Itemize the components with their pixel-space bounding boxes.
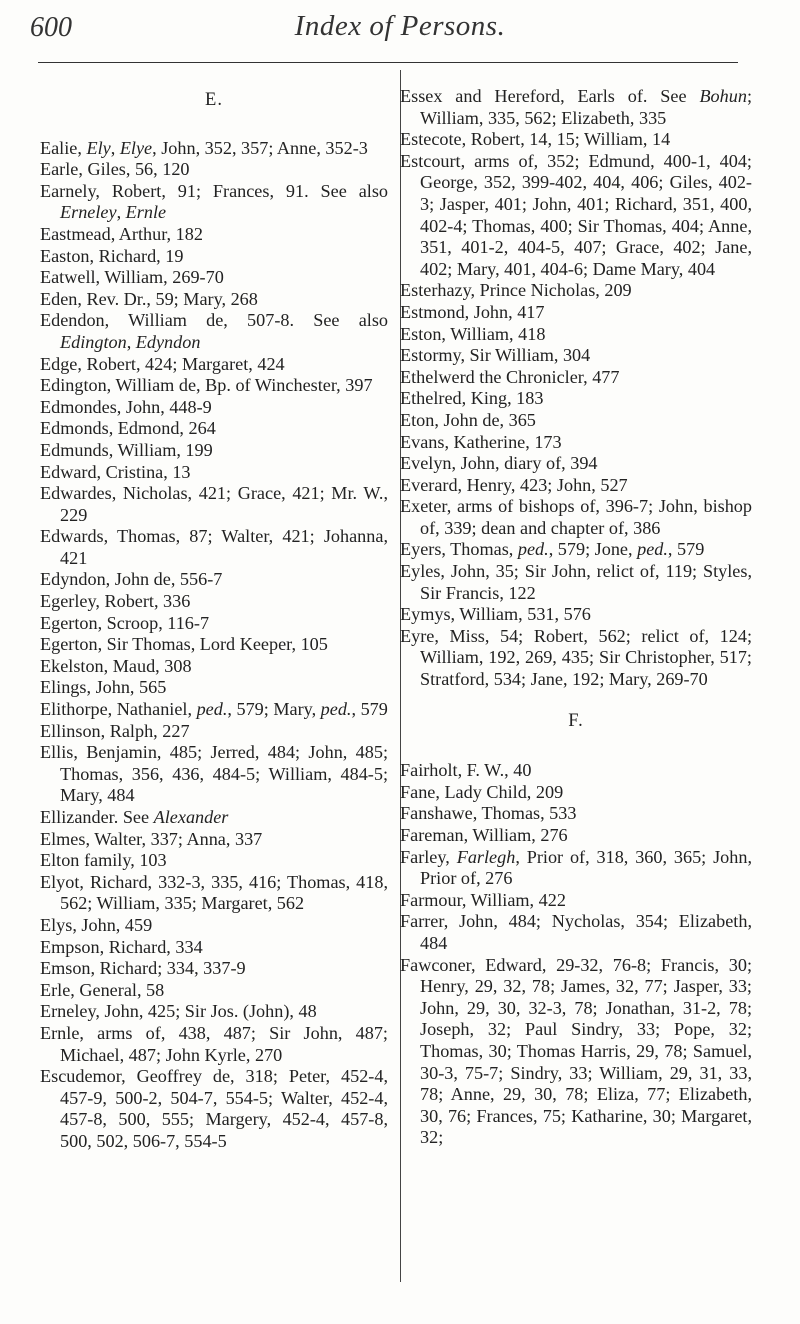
left-column [40,86,388,1153]
index-entry: Elyot, Richard, 332-3, 335, 416; Thomas, 418, 562; William, 335; Margaret, 562 [40,871,388,914]
index-entry: Edendon, William de, 507-8. See also Edington, Edyndon [40,310,388,352]
index-entry: Egerton, Sir Thomas, Lord Keeper, 105 [40,634,328,655]
index-entry: Eyles, John, 35; Sir John, relict of, 119; Styles, Sir Francis, 122 [400,561,752,603]
left-entry-list [40,138,388,1153]
index-entry: Empson, Richard, 334 [40,936,203,957]
index-entry: Fanshawe, Thomas, 533 [400,803,577,824]
index-entry: Eyre, Miss, 54; Robert, 562; relict of, 124; William, 192, 269, 435; Sir Christopher, 517; Stratford, 534; Jane, 192; Mary, 269-70 [400,625,752,690]
index-entry: Edward, Cristina, 13 [40,461,191,482]
running-title: Index of Persons. [294,10,506,42]
right-entry-list-e [400,86,752,691]
index-entry: Evelyn, John, diary of, 394 [400,453,598,474]
index-entry: Farley, Farlegh, Prior of, 318, 360, 365; John, Prior of, 276 [400,846,752,889]
index-entry: Eden, Rev. Dr., 59; Mary, 268 [40,288,258,309]
index-entry: Elings, John, 565 [40,677,167,698]
index-entry: Fane, Lady Child, 209 [400,781,564,802]
index-entry: Estecote, Robert, 14, 15; William, 14 [400,129,671,150]
index-entry: Estormy, Sir William, 304 [400,345,591,366]
index-entry: Evans, Katherine, 173 [400,431,562,452]
index-entry: Eton, John de, 365 [400,409,536,430]
index-entry: Elithorpe, Nathaniel, ped., 579; Mary, ped., 579 [40,699,388,720]
header-rule [38,62,738,63]
index-entry: Esterhazy, Prince Nicholas, 209 [400,280,632,301]
index-entry: Ethelred, King, 183 [400,388,544,409]
index-entry: Ellizander. See Alexander [40,807,229,827]
index-entry: Elton family, 103 [40,850,167,871]
index-entry: Edington, William de, Bp. of Winchester, 397 [40,375,373,396]
index-entry: Ekelston, Maud, 308 [40,655,192,676]
index-entry: Edwardes, Nicholas, 421; Grace, 421; Mr. W., 229 [40,483,388,525]
index-entry: Earle, Giles, 56, 120 [40,159,190,180]
index-entry: Farrer, John, 484; Nycholas, 354; Elizabeth, 484 [400,911,752,953]
right-entry-list-f [400,760,752,1149]
index-entry: Elys, John, 459 [40,914,153,935]
index-entry: Fawconer, Edward, 29-32, 76-8; Francis, 30; Henry, 29, 32, 78; James, 32, 77; Jasper, 33; John, 29, 30, 32-3, 78; Jonathan, 31-2, 78; Joseph, 32; Paul Sindry, 33; Pope, 32; Thomas, 30; Thomas Harris, 29, 78; Samuel, 30-3, 75-7; Sindry, 33; William, 29, 31, 33, 78; Anne, 29, 30, 78; Eliza, 77; Elizabeth, 30, 76; Frances, 75; Katharine, 30; Margaret, 32; [400,954,752,1148]
index-entry: Ellis, Benjamin, 485; Jerred, 484; John, 485; Thomas, 356, 436, 484-5; William, 484-5; Mary, 484 [40,742,388,806]
index-entry: Eston, William, 418 [400,323,546,344]
index-entry: Earnely, Robert, 91; Frances, 91. See also Erneley, Ernle [40,180,388,223]
index-entry: Emson, Richard; 334, 337-9 [40,958,246,979]
index-entry: Easton, Richard, 19 [40,245,184,266]
index-entry: Egerton, Scroop, 116-7 [40,612,210,633]
index-entry: Egerley, Robert, 336 [40,591,191,612]
index-entry: Estmond, John, 417 [400,301,545,322]
index-entry: Edmunds, William, 199 [40,439,213,460]
index-entry: Edge, Robert, 424; Margaret, 424 [40,353,285,374]
index-entry: Elmes, Walter, 337; Anna, 337 [40,828,263,849]
page-number: 600 [30,12,72,43]
index-entry: Edyndon, John de, 556-7 [40,569,223,590]
right-column [400,86,752,1149]
index-entry: Farmour, William, 422 [400,889,566,910]
index-entry: Eatwell, William, 269-70 [40,267,224,288]
section-heading-f: F. [568,710,584,731]
index-entry: Eymys, William, 531, 576 [400,604,591,625]
section-heading-e: E. [205,90,223,110]
index-entry: Ellinson, Ralph, 227 [40,720,190,741]
index-entry: Ethelwerd the Chronicler, 477 [400,366,620,387]
index-entry: Ernle, arms of, 438, 487; Sir John, 487; Michael, 487; John Kyrle, 270 [40,1022,388,1065]
index-entry: Edwards, Thomas, 87; Walter, 421; Johanna, 421 [40,526,388,568]
index-entry: Eastmead, Arthur, 182 [40,223,203,244]
index-entry: Escudemor, Geoffrey de, 318; Peter, 452-4, 457-9, 500-2, 504-7, 554-5; Walter, 452-4, 457-8, 500, 555; Margery, 452-4, 457-8, 500, 502, 506-7, 554-5 [40,1066,388,1151]
index-entry: Fairholt, F. W., 40 [400,760,532,781]
index-entry: Eyers, Thomas, ped., 579; Jone, ped., 579 [400,539,705,560]
index-entry: Fareman, William, 276 [400,825,568,845]
index-entry: Erneley, John, 425; Sir Jos. (John), 48 [40,1001,317,1022]
index-entry: Edmondes, John, 448-9 [40,396,212,417]
index-entry: Ealie, Ely, Elye, John, 352, 357; Anne, 352-3 [40,137,368,158]
index-entry: Erle, General, 58 [40,979,165,1000]
index-entry: Exeter, arms of bishops of, 396-7; John, bishop of, 339; dean and chapter of, 386 [400,496,752,538]
index-entry: Everard, Henry, 423; John, 527 [400,474,628,495]
index-entry: Edmonds, Edmond, 264 [40,418,216,439]
index-entry: Essex and Hereford, Earls of. See Bohun; William, 335, 562; Elizabeth, 335 [400,86,752,128]
index-entry: Estcourt, arms of, 352; Edmund, 400-1, 404; George, 352, 399-402, 404, 406; Giles, 402-3; Jasper, 401; John, 401; Richard, 351, 400, 402-4; Thomas, 400; Sir Thomas, 404; Anne, 351, 401-2, 404-5, 407; Grace, 402; Jane, 402; Mary, 401, 404-6; Dame Mary, 404 [400,150,752,279]
